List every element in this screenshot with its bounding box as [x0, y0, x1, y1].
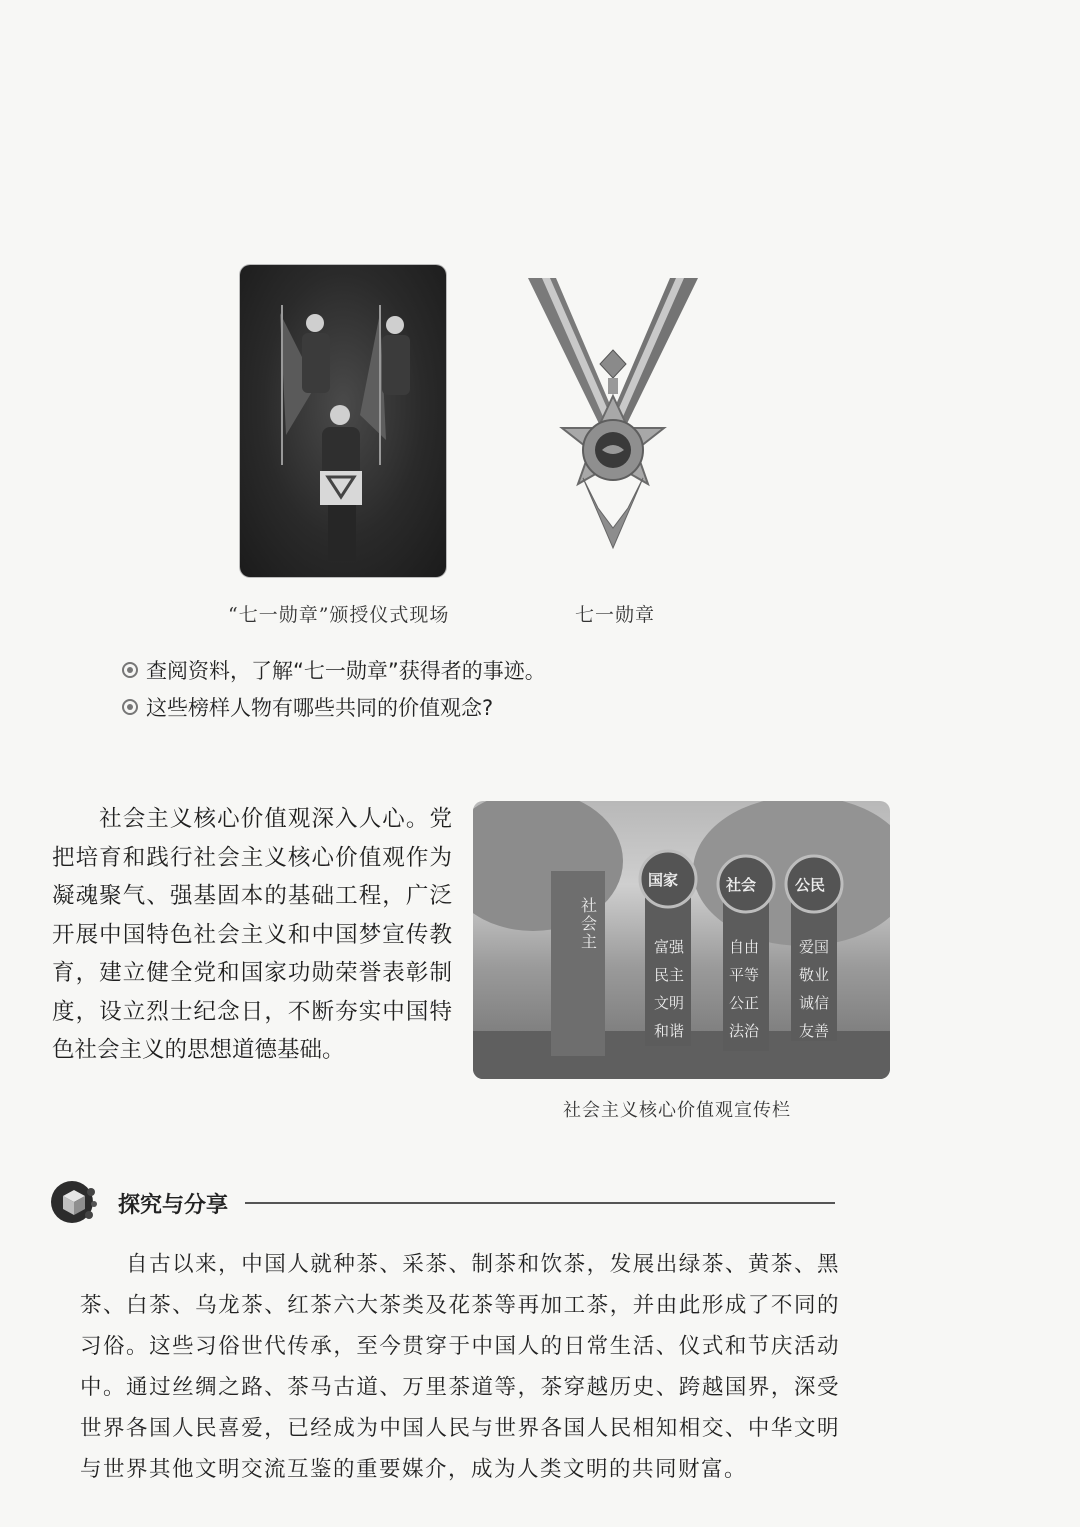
- board-word: 平等: [729, 966, 760, 984]
- board-word: 自由: [729, 938, 760, 956]
- board-word: 和谐: [654, 1022, 685, 1040]
- board-badge-society: 社会: [726, 876, 757, 894]
- board-words-nation: [654, 933, 690, 1045]
- board-word: 诚信: [799, 994, 830, 1012]
- bullet-icon: [122, 699, 138, 715]
- board-sign-column-1: 社会主: [581, 896, 598, 951]
- explore-paragraph-text: 自古以来，中国人就种茶、采茶、制茶和饮茶，发展出绿茶、黄茶、黑茶、白茶、乌龙茶、红茶六大茶类及花茶等再加工茶，并由此形成了不同的习俗。这些习俗世代传承，至今贯穿于中国人的日常生活、仪式和节庆活动中。通过丝绸之路、茶马古道、万里茶道等，茶穿越历史、跨越国界，深受世界各国人民喜爱，已经成为中国人民与世界各国人民相知相交、中华文明与世界其他文明交流互鉴的重要媒介，成为人类文明的共同财富。: [80, 1252, 840, 1482]
- board-word: 敬业: [799, 966, 830, 984]
- question-item: [122, 655, 546, 685]
- cube-share-icon: [50, 1178, 98, 1226]
- question-text: 这些榜样人物有哪些共同的价值观念?: [146, 696, 494, 720]
- board-word: 民主: [654, 966, 685, 984]
- board-word: 法治: [729, 1022, 760, 1040]
- body-paragraph-text: 社会主义核心价值观深入人心。党把培育和践行社会主义核心价值观作为凝魂聚气、强基固本的基础工程，广泛开展中国特色社会主义和中国梦宣传教育，建立健全党和国家功勋荣誉表彰制度，设立烈士纪念日，不断夯实中国特色社会主义的思想道德基础。: [52, 806, 452, 1063]
- body-paragraph: [52, 800, 452, 1070]
- board-word: 文明: [654, 994, 685, 1012]
- medal-caption: 七一勋章: [575, 604, 656, 626]
- explore-paragraph: [80, 1244, 840, 1490]
- board-badge-nation: 国家: [648, 871, 679, 889]
- board-caption: 社会主义核心价值观宣传栏: [563, 1100, 791, 1121]
- question-text: 查阅资料，了解“七一勋章”获得者的事迹。: [146, 659, 546, 683]
- board-badge-citizen: 公民: [795, 876, 826, 894]
- divider: [245, 1202, 835, 1204]
- board-word: 富强: [654, 938, 685, 956]
- bullet-icon: [122, 662, 138, 678]
- board-word: 爱国: [799, 938, 830, 956]
- ceremony-caption: “七一勋章”颁授仪式现场: [228, 604, 450, 626]
- ceremony-photo: [240, 265, 446, 577]
- board-words-society: [729, 933, 765, 1045]
- medal-photo: [528, 278, 698, 568]
- board-word: 公正: [729, 994, 760, 1012]
- board-words-citizen: [799, 933, 835, 1045]
- question-item: [122, 692, 493, 722]
- core-values-board-photo: [473, 801, 890, 1079]
- explore-section-title: 探究与分享: [118, 1193, 229, 1218]
- explore-section-header: [50, 1178, 790, 1226]
- board-word: 友善: [799, 1022, 830, 1040]
